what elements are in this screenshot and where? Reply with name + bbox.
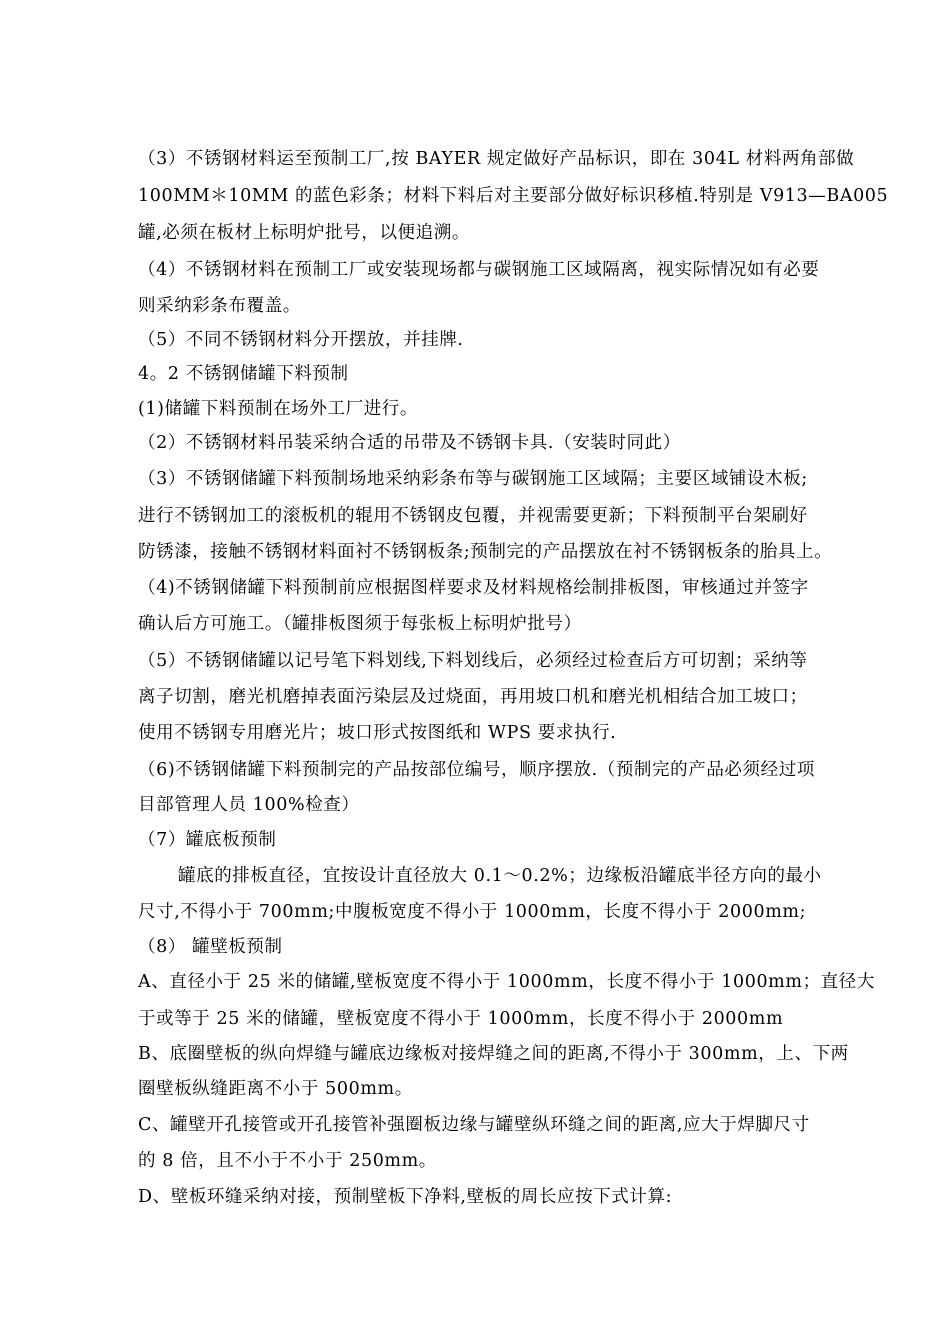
text-line: （3）不锈钢储罐下料预制场地采纳彩条布等与碳钢施工区域隔；主要区域铺设木板;: [138, 469, 808, 489]
text-line: 目部管理人员 100%检查）: [138, 795, 360, 815]
text-line: 尺寸,不得小于 700mm;中腹板宽度不得小于 1000mm，长度不得小于 2000mm;: [138, 902, 807, 922]
section-heading: 4。2 不锈钢储罐下料预制: [138, 364, 349, 384]
text-line: （5）不锈钢储罐以记号笔下料划线,下料划线后，必须经过检查后方可切割；采纳等: [138, 651, 808, 671]
text-line: （4)不锈钢储罐下料预制前应根据图样要求及材料规格绘制排板图，审核通过并签字: [138, 578, 809, 598]
text-line: 100MM＊10MM 的蓝色彩条；材料下料后对主要部分做好标识移植.特别是 V913—BA005: [138, 186, 889, 206]
text-line: 进行不锈钢加工的滚板机的辊用不锈钢皮包覆，并视需要更新；下料预制平台架刷好: [138, 506, 808, 526]
text-line: D、壁板环缝采纳对接，预制壁板下净料,壁板的周长应按下式计算:: [138, 1187, 673, 1207]
text-line: （5）不同不锈钢材料分开摆放，并挂牌.: [138, 330, 464, 350]
text-line: 罐,必须在板材上标明炉批号，以便追溯。: [138, 223, 470, 243]
text-line: （4）不锈钢材料在预制工厂或安装现场都与碳钢施工区域隔离，视实际情况如有必要: [138, 260, 820, 280]
text-line: C、罐壁开孔接管或开孔接管补强圈板边缘与罐壁纵环缝之间的距离,应大于焊脚尺寸: [138, 1115, 810, 1135]
text-line: B、底圈壁板的纵向焊缝与罐底边缘板对接焊缝之间的距离,不得小于 300mm，上、下两: [138, 1044, 849, 1064]
text-line: （3）不锈钢材料运至预制工厂,按 BAYER 规定做好产品标识，即在 304L 材料两角部做: [138, 149, 855, 169]
text-line: （6)不锈钢储罐下料预制完的产品按部位编号，顺序摆放.（预制完的产品必须经过项: [138, 760, 815, 780]
text-line: 罐底的排板直径，宜按设计直径放大 0.1～0.2%；边缘板沿罐底半径方向的最小: [178, 866, 822, 886]
text-line: 离子切割，磨光机磨掉表面污染层及过烧面，再用坡口机和磨光机相结合加工坡口；: [138, 687, 808, 707]
text-line: 圈壁板纵缝距离不小于 500mm。: [138, 1079, 413, 1099]
text-line: （2）不锈钢材料吊装采纳合适的吊带及不锈钢卡具.（安装时同此）: [138, 433, 681, 453]
text-line: （8） 罐壁板预制: [138, 937, 283, 957]
text-line: 防锈漆，接触不锈钢材料面衬不锈钢板条;预制完的产品摆放在衬不锈钢板条的胎具上。: [138, 542, 833, 562]
text-line: 于或等于 25 米的储罐，壁板宽度不得小于 1000mm，长度不得小于 2000mm: [138, 1009, 784, 1029]
text-line: 确认后方可施工。（罐排板图须于每张板上标明炉批号）: [138, 614, 582, 634]
text-line: 的 8 倍，且不小于不小于 250mm。: [138, 1151, 437, 1171]
text-line: 使用不锈钢专用磨光片；坡口形式按图纸和 WPS 要求执行.: [138, 723, 617, 743]
text-line: （7）罐底板预制: [138, 830, 277, 850]
text-line: (1)储罐下料预制在场外工厂进行。: [138, 399, 418, 419]
text-line: A、直径小于 25 米的储罐,壁板宽度不得小于 1000mm，长度不得小于 1000mm；直径大: [138, 972, 875, 992]
text-line: 则采纳彩条布覆盖。: [138, 296, 301, 316]
